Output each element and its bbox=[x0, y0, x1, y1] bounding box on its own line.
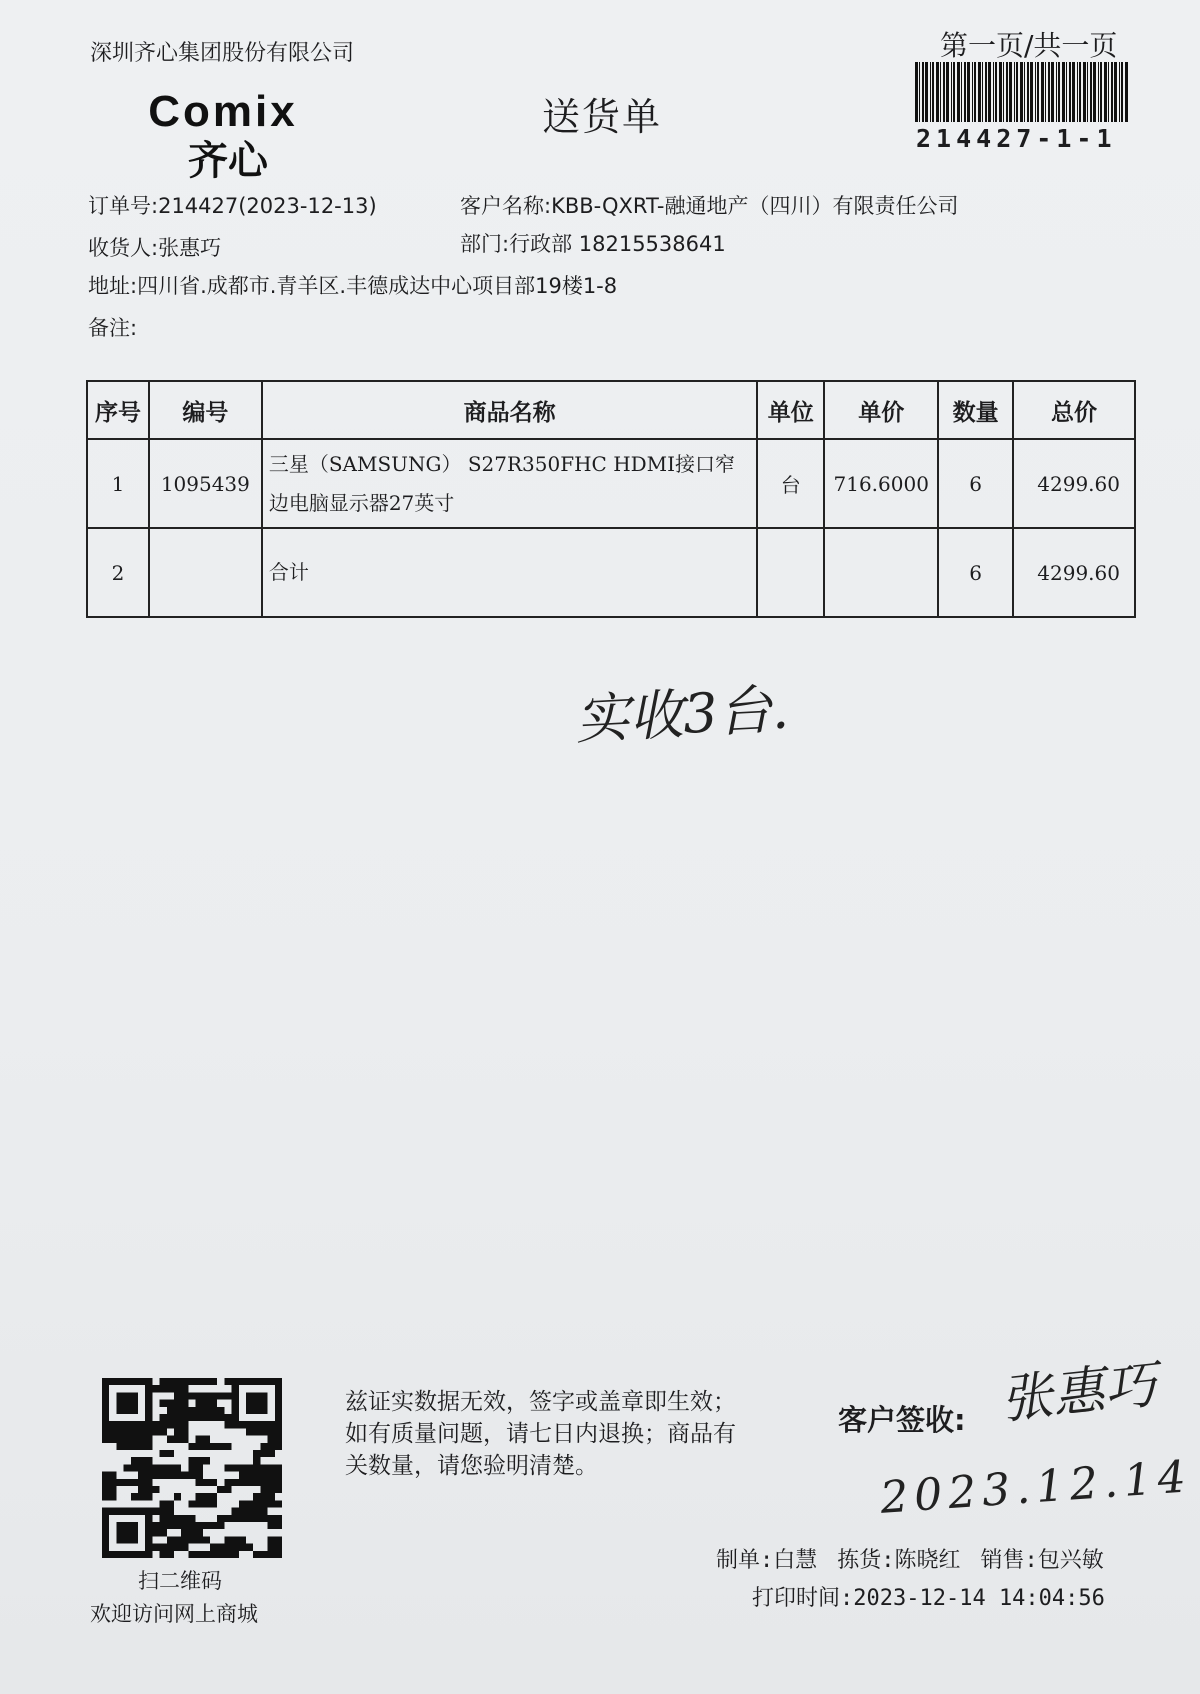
qr-scan-caption: 扫二维码 bbox=[138, 1569, 222, 1593]
column-header: 单位 bbox=[757, 381, 824, 439]
customer-sign-label: 客户签收: bbox=[838, 1403, 966, 1437]
order-number: 订单号:214427(2023-12-13) bbox=[88, 194, 377, 218]
disclaimer-text: 兹证实数据无效，签字或盖章即生效；如有质量问题，请七日内退换；商品有关数量，请您验明清楚。 bbox=[345, 1389, 736, 1479]
column-header: 商品名称 bbox=[262, 381, 758, 439]
logo-brand-cn: 齐心 bbox=[188, 138, 268, 184]
address: 地址:四川省.成都市.青羊区.丰德成达中心项目部19楼1-8 bbox=[88, 274, 618, 298]
sales: 销售:包兴敏 bbox=[980, 1548, 1104, 1573]
handwritten-received-note: 实收3台. bbox=[573, 677, 791, 752]
column-header: 数量 bbox=[938, 381, 1013, 439]
page-indicator: 第一页/共一页 bbox=[940, 29, 1118, 62]
department: 部门:行政部 18215538641 bbox=[460, 232, 726, 256]
picker: 拣货:陈晓红 bbox=[837, 1548, 961, 1573]
cell-product-name: 三星（SAMSUNG） S27R350FHC HDMI接口窄 边电脑显示器27英寸 bbox=[262, 439, 758, 528]
qr-visit-caption: 欢迎访问网上商城 bbox=[90, 1602, 258, 1626]
handwritten-date: 2023.12.14 bbox=[878, 1451, 1194, 1524]
company-name: 深圳齐心集团股份有限公司 bbox=[90, 41, 355, 66]
cell-total: 4299.60 bbox=[1013, 439, 1135, 528]
cell-unit: 台 bbox=[757, 439, 824, 528]
cell-code: 1095439 bbox=[149, 439, 262, 528]
table-row-total bbox=[87, 528, 1135, 617]
column-header: 序号 bbox=[87, 381, 149, 439]
table-header-row bbox=[87, 381, 1135, 439]
table-row bbox=[87, 439, 1135, 528]
customer-name: 客户名称:KBB-QXRT-融通地产（四川）有限责任公司 bbox=[460, 194, 959, 218]
handwritten-signature: 张惠巧 bbox=[997, 1354, 1160, 1431]
comix-logo bbox=[108, 88, 338, 184]
qr-code bbox=[102, 1378, 282, 1558]
cell-quantity: 6 bbox=[938, 528, 1013, 617]
barcode-number: 214427-1-1 bbox=[916, 124, 1117, 153]
items-table bbox=[86, 380, 1136, 618]
maker: 制单:白慧 bbox=[716, 1548, 818, 1573]
receiver: 收货人:张惠巧 bbox=[88, 236, 222, 260]
barcode bbox=[915, 62, 1130, 122]
column-header: 编号 bbox=[149, 381, 262, 439]
cell-product-name: 合计 bbox=[262, 528, 758, 617]
cell-quantity: 6 bbox=[938, 439, 1013, 528]
print-time: 打印时间:2023-12-14 14:04:56 bbox=[752, 1586, 1105, 1611]
remark: 备注: bbox=[88, 316, 138, 340]
cell-unit-price bbox=[824, 528, 938, 617]
logo-brand: Comix bbox=[148, 88, 298, 136]
cell-unit bbox=[757, 528, 824, 617]
staff-line bbox=[716, 1543, 1124, 1574]
cell-seq: 1 bbox=[87, 439, 149, 528]
cell-total: 4299.60 bbox=[1013, 528, 1135, 617]
column-header: 单价 bbox=[824, 381, 938, 439]
cell-seq: 2 bbox=[87, 528, 149, 617]
column-header: 总价 bbox=[1013, 381, 1135, 439]
cell-unit-price: 716.6000 bbox=[824, 439, 938, 528]
document-title: 送货单 bbox=[542, 95, 663, 139]
cell-code bbox=[149, 528, 262, 617]
